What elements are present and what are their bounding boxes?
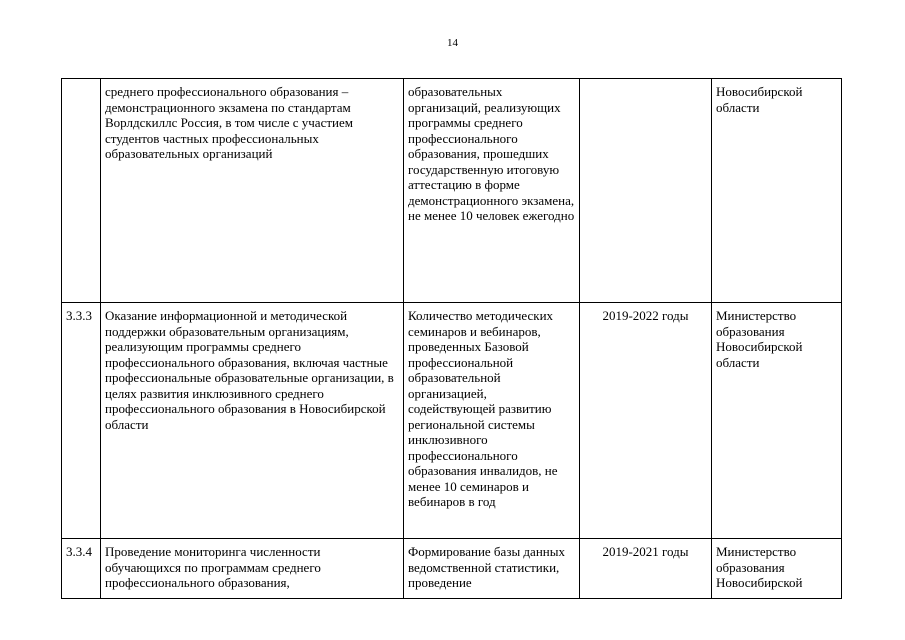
period-cell: 2019-2022 годы	[580, 303, 712, 539]
table-row	[62, 539, 842, 599]
row-number-cell: 3.3.4	[62, 539, 101, 599]
measures-table	[61, 78, 842, 599]
row-number-cell	[62, 79, 101, 303]
activity-cell: Проведение мониторинга численности обучающихся по программам среднего профессионального образования,	[101, 539, 404, 599]
period-cell	[580, 79, 712, 303]
indicator-cell: образовательных организаций, реализующих программы среднего профессионального образования, прошедших государственную итоговую аттестацию в форме демонстрационного экзамена, не менее 10 человек ежегодно	[404, 79, 580, 303]
table-row	[62, 79, 842, 303]
indicator-cell: Формирование базы данных ведомственной статистики, проведение	[404, 539, 580, 599]
activity-cell: среднего профессионального образования – демонстрационного экзамена по стандартам Ворлдскиллс Россия, в том числе с участием студентов частных профессиональных образовательных организаций	[101, 79, 404, 303]
table-row	[62, 303, 842, 539]
indicator-cell: Количество методических семинаров и вебинаров, проведенных Базовой профессиональной образовательной организацией, содействующей развитию региональной системы инклюзивного профессионального образования инвалидов, не менее 10 семинаров и вебинаров в год	[404, 303, 580, 539]
activity-cell: Оказание информационной и методической поддержки образовательным организациям, реализующим программы среднего профессионального образования, включая частные профессиональные образовательные организации, в целях развития инклюзивного среднего профессионального образования в Новосибирской области	[101, 303, 404, 539]
row-number-cell: 3.3.3	[62, 303, 101, 539]
executor-cell: Новосибирской области	[712, 79, 842, 303]
page-number: 14	[447, 37, 458, 49]
executor-cell: Министерство образования Новосибирской области	[712, 303, 842, 539]
executor-cell: Министерство образования Новосибирской	[712, 539, 842, 599]
period-cell: 2019-2021 годы	[580, 539, 712, 599]
